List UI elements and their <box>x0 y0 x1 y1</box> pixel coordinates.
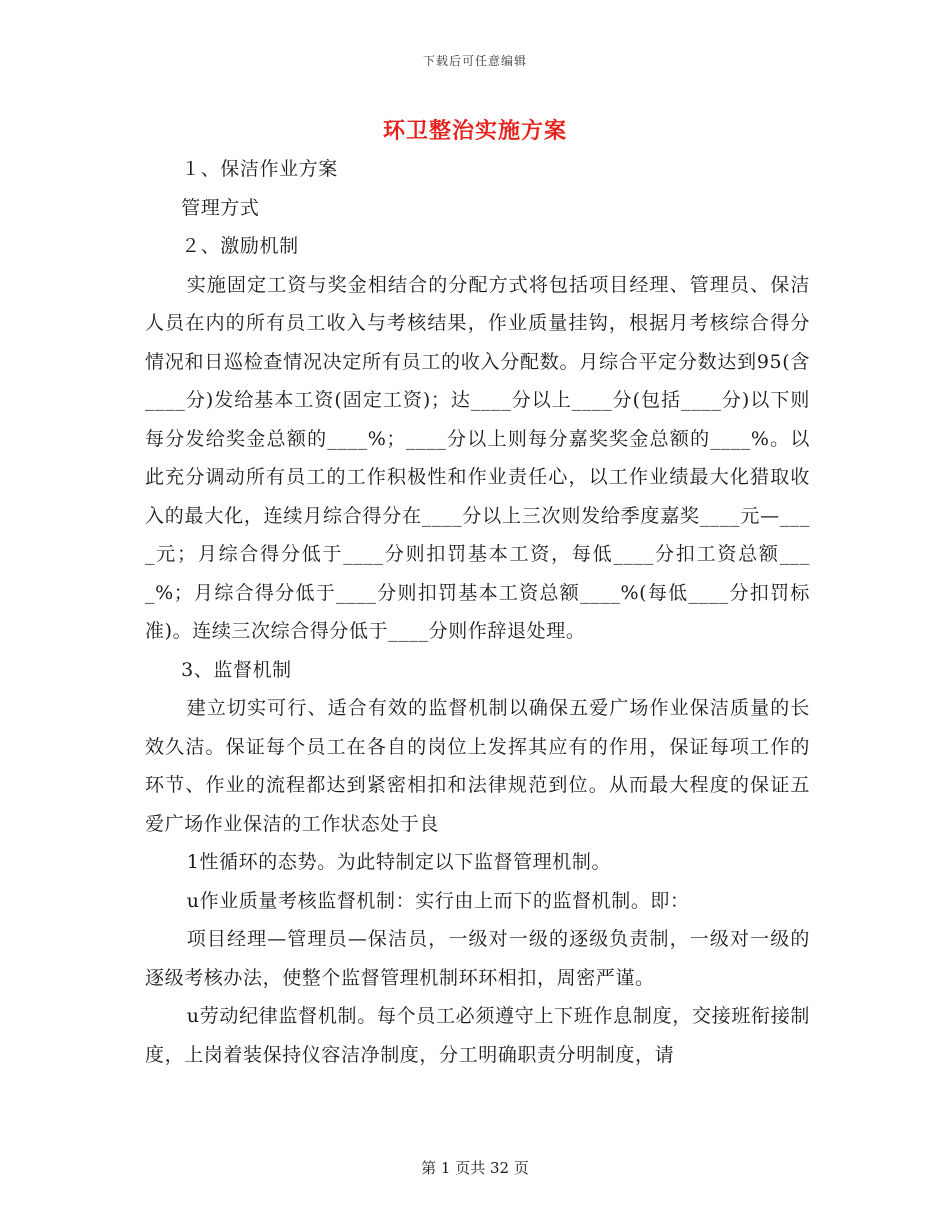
paragraph-supervision-cycle: 1性循环的态势。为此特制定以下监督管理机制。 <box>186 851 612 873</box>
section-heading-incentive: ２、激励机制 <box>181 235 299 257</box>
page-header-note: 下载后可任意编辑 <box>422 54 527 68</box>
paragraph-hierarchy: 项目经理—管理员—保洁员，一级对一级的逐级负责制，一级对一级的逐级考核办法，使整个监督管理机制环环相扣，周密严谨。 <box>145 928 810 989</box>
paragraph-incentive-details: 实施固定工资与奖金相结合的分配方式将包括项目经理、管理员、保洁人员在内的所有员工收入与考核结果，作业质量挂钩，根据月考核综合得分情况和日巡检查情况决定所有员工的收入分配数。月综合平定分数达到95(含____分)发给基本工资(固定工资)；达____分以上____分(包括____分)以下则每分发给奖金总额的____%；____分以上则每分嘉奖奖金总额的____%。以此充分调动所有员工的工作积极性和作业责任心，以工作业绩最大化猎取收入的最大化，连续月综合得分在____分以上三次则发给季度嘉奖____元—____元；月综合得分低于____分则扣罚基本工资，每低____分扣工资总额____%；月综合得分低于____分则扣罚基本工资总额____%(每低____分扣罚标准)。连续三次综合得分低于____分则作辞退处理。 <box>145 273 810 642</box>
page-footer-number: 第 1 页共 32 页 <box>421 1159 529 1177</box>
section-heading-cleaning-plan: １、保洁作业方案 <box>181 158 338 180</box>
document-body <box>145 150 810 1074</box>
paragraph-supervision-intro: 建立切实可行、适合有效的监督机制以确保五爱广场作业保洁质量的长效久洁。保证每个员工在各自的岗位上发挥其应有的作用，保证每项工作的环节、作业的流程都达到紧密相扣和法律规范到位。从而最大程度的保证五爱广场作业保洁的工作状态处于良 <box>145 697 810 835</box>
section-heading-supervision: 3、监督机制 <box>181 658 292 681</box>
paragraph-quality-supervision: u作业质量考核监督机制：实行由上而下的监督机制。即： <box>186 889 690 912</box>
document-title: 环卫整治实施方案 <box>382 118 567 144</box>
subheading-management-method: 管理方式 <box>181 196 260 219</box>
paragraph-discipline-supervision: u劳动纪律监督机制。每个员工必须遵守上下班作息制度，交接班衔接制度，上岗着装保持仪容洁净制度，分工明确职责分明制度，请 <box>145 1005 810 1066</box>
